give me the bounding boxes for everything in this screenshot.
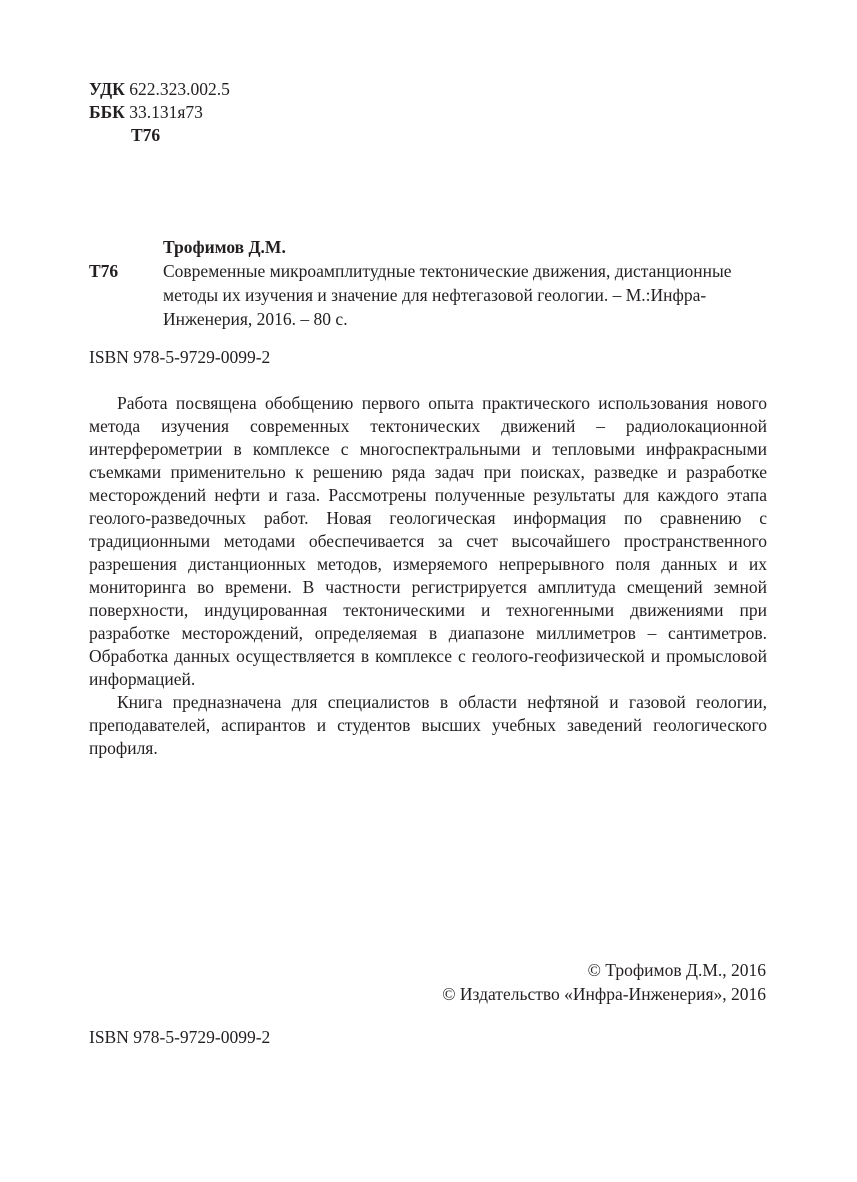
udk-label: УДК [89, 79, 125, 99]
udk-value: 622.323.002.5 [124, 79, 230, 99]
bibliographic-record [89, 235, 757, 331]
biblio-row [89, 259, 757, 331]
udk-line [89, 78, 230, 101]
bbk-value: 33.131я73 [124, 102, 203, 122]
annotation [89, 392, 767, 760]
classification-codes [89, 78, 230, 147]
annotation-paragraph-1: Работа посвящена обобщению первого опыта практического использования нового метода изучения современных тектонических движений – радиолокационной интерферометрии в комплексе с многоспектральными и тепловыми инфракрасными съемками применительно к решению ряда задач при поисках, разведке и разработке месторождений нефти и газа. Рассмотрены полученные результаты для каждого этапа геолого-разведочных работ. Новая геологическая информация по сравнению с традиционными методами обеспечивается за счет высочайшего пространственного разрешения дистанционных методов, измеряемого непрерывного поля данных и их мониторинга во времени. В частности регистрируется амплитуда смещений земной поверхности, индуцированная тектоническими и техногенными движениями при разработке месторождений, определяемая в диапазоне миллиметров – сантиметров. Обработка данных осуществляется в комплексе с геолого-геофизической и промысловой информацией. [89, 393, 767, 689]
biblio-description: Современные микроамплитудные тектонические движения, дистанционные методы их изучения и значение для нефтегазовой геологии. – М.:Инфра-Инженерия, 2016. – 80 с. [163, 261, 732, 329]
copyright-publisher: © Издательство «Инфра-Инженерия», 2016 [442, 984, 766, 1004]
biblio-author-mark: Т76 [89, 261, 119, 281]
isbn-top: ISBN 978-5-9729-0099-2 [89, 347, 271, 367]
bbk-label: ББК [89, 102, 125, 122]
annotation-paragraph-2: Книга предназначена для специалистов в области нефтяной и газовой геологии, преподавателей, аспирантов и студентов высших учебных заведений геологического профиля. [89, 692, 767, 758]
author-name: Трофимов Д.М. [163, 237, 286, 257]
author-mark: Т76 [131, 125, 161, 145]
copyright-author: © Трофимов Д.М., 2016 [587, 960, 766, 980]
copyright-block [442, 958, 766, 1006]
isbn-bottom: ISBN 978-5-9729-0099-2 [89, 1027, 271, 1047]
bbk-line [89, 101, 230, 124]
